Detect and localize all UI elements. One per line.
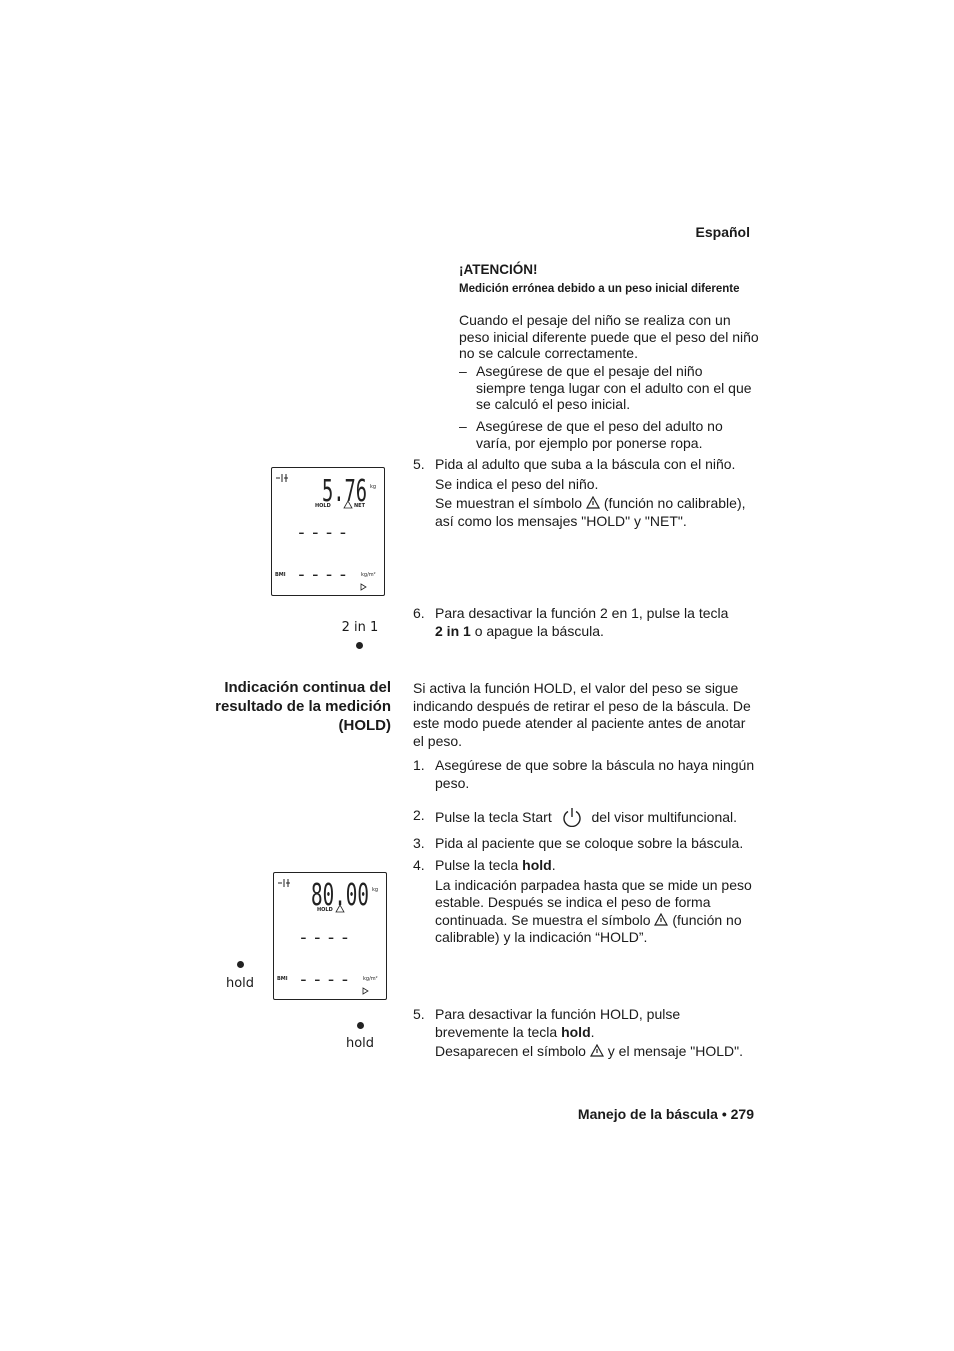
arrow-indicator-icon (363, 988, 368, 994)
key-2in1-button[interactable] (356, 642, 363, 649)
lcd-dashes-bottom: ---- (298, 969, 354, 990)
lcd-bmi-label: BMI (275, 572, 286, 578)
scale-display-net (271, 467, 385, 596)
lcd-main-value: 80.00 (311, 878, 369, 913)
warning-icon (590, 1044, 604, 1057)
lcd-unit-bmi: kg/m² (361, 572, 376, 578)
attention-text: Cuando el pesaje del niño se realiza con un peso inicial diferente puede que el peso del niño no se calcule correctamente. (459, 312, 759, 361)
attention-title: ¡ATENCIÓN! (459, 262, 538, 277)
key-hold-button[interactable] (357, 1022, 364, 1029)
language-label: Español (695, 224, 750, 240)
lcd-hold-label: HOLD (315, 503, 331, 509)
scale-symbol-icon (276, 474, 288, 482)
lcd-unit-kg: kg (372, 887, 379, 893)
hold-step-5: 5. Para desactivar la función HOLD, pulse brevemente la tecla hold. Desaparecen el símbolo y el mensaje "HOLD". (413, 1006, 743, 1059)
key-hold-label: hold (345, 1036, 375, 1051)
arrow-indicator-icon (361, 584, 366, 590)
warning-icon (654, 913, 668, 926)
hold-step-2: 2. Pulse la tecla Start del visor multifuncional. (413, 807, 738, 825)
lcd-dashes-bottom: ---- (296, 564, 352, 585)
attention-subtitle: Medición errónea debido a un peso inicial diferente (459, 283, 740, 295)
lcd-dashes-top: ---- (296, 522, 352, 543)
lcd-unit-bmi: kg/m² (363, 976, 378, 982)
warning-icon (586, 496, 600, 509)
key-hold-label: hold (225, 976, 255, 991)
lcd-unit-kg: kg (370, 484, 377, 490)
lcd-net-label: NET (354, 503, 366, 509)
step-6-deactivate-2in1: 6. Para desactivar la función 2 en 1, pulse la tecla 2 in 1 o apague la báscula. (413, 605, 729, 639)
lcd-hold-label: HOLD (317, 907, 333, 913)
hold-step-3: 3. Pida al paciente que se coloque sobre la báscula. (413, 835, 744, 851)
scale-display-hold (273, 872, 387, 1000)
step-5-child-weighing: 5. Pida al adulto que suba a la báscula con el niño. Se indica el peso del niño. Se muestran el símbolo (función no calibrable), así como los mensajes "HOLD" y "NET". (413, 456, 746, 529)
page-footer: Manejo de la báscula • 279 (577, 1106, 754, 1122)
lcd-display-graphic (272, 468, 384, 595)
key-2in1-label: 2 in 1 (341, 620, 379, 635)
scale-symbol-icon (278, 879, 290, 887)
hold-step-1: 1. Asegúrese de que sobre la báscula no haya ningún peso. (413, 757, 755, 791)
section-heading-hold: Indicación continua del resultado de la medición (HOLD) (215, 679, 391, 734)
power-icon (562, 807, 582, 827)
lcd-display-graphic (274, 873, 386, 999)
lcd-main-value: 5.76 (322, 474, 367, 509)
hold-step-4: 4. Pulse la tecla hold. La indicación parpadea hasta que se mide un peso estable. Después se indica el peso de forma continuada. Se muestra el símbolo (función no calibrable) y la indicación “HOLD”. (413, 857, 752, 945)
lcd-bmi-label: BMI (277, 976, 288, 982)
section-intro: Si activa la función HOLD, el valor del peso se sigue indicando después de retirar el peso de la báscula. De este modo puede atender al paciente antes de anotar el peso. (413, 680, 751, 749)
key-hold-button[interactable] (237, 961, 244, 968)
lcd-dashes-top: ---- (298, 927, 354, 948)
